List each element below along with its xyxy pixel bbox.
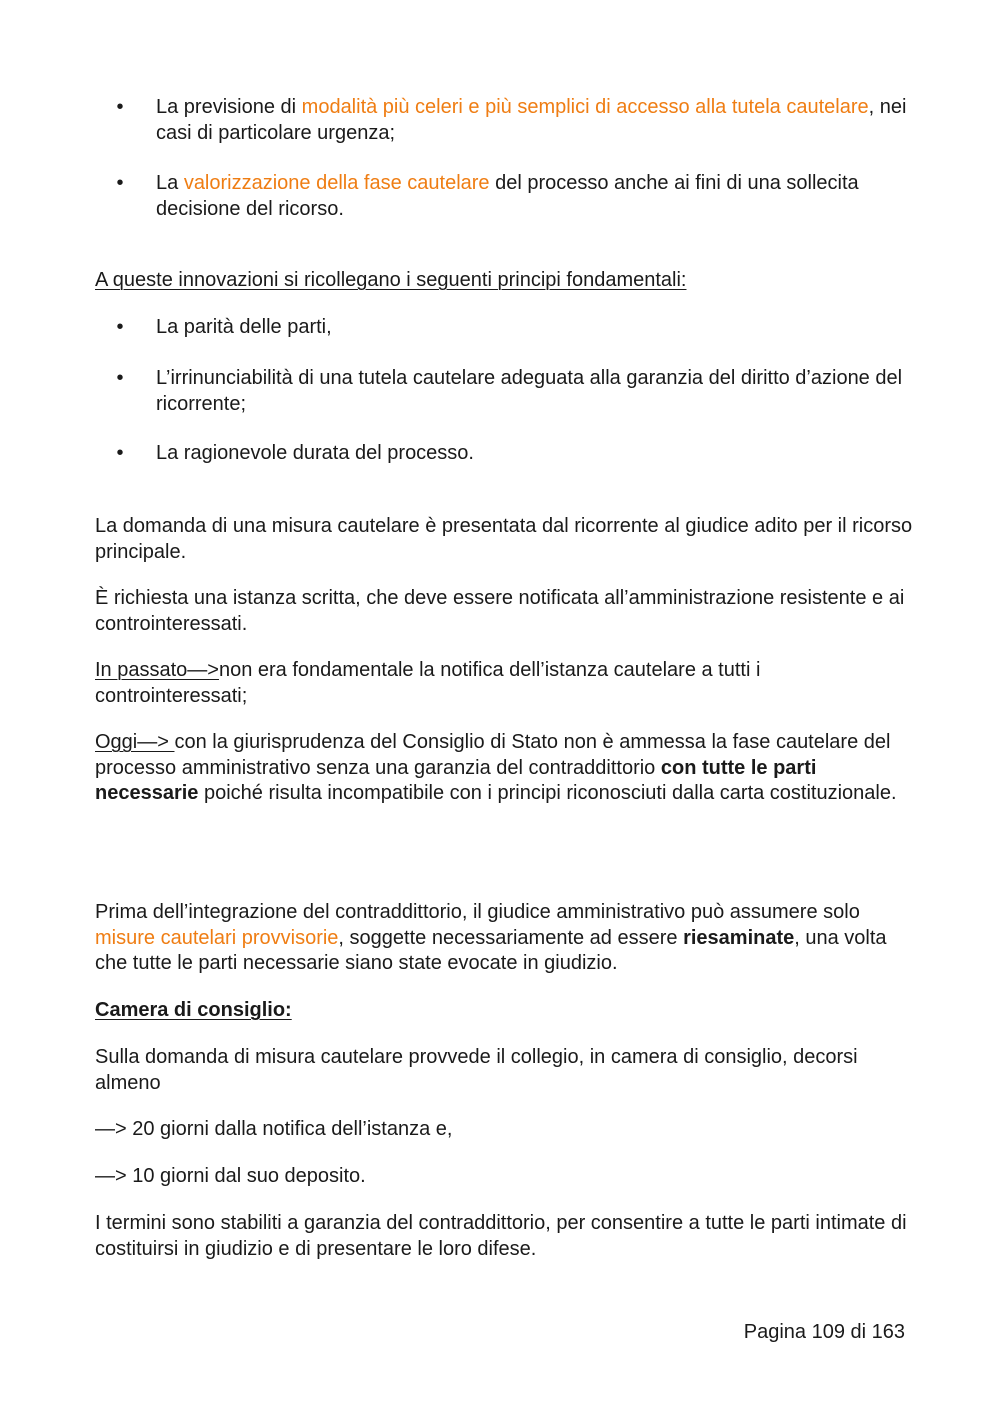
paragraph-passato: In passato—>non era fondamentale la notifica dell’istanza cautelare a tutti i controinteressati;	[95, 659, 761, 707]
principle-text: La parità delle parti,	[156, 316, 332, 338]
page-number: Pagina 109 di 163	[743, 1321, 905, 1343]
bullet-icon: •	[116, 96, 124, 118]
principle-text: La ragionevole durata del processo.	[156, 442, 474, 464]
oggi-label: Oggi—>	[95, 731, 175, 753]
bullet-icon: •	[116, 316, 124, 338]
highlighted-text: misure cautelari provvisorie	[95, 926, 339, 949]
bullet-text: La valorizzazione della fase cautelare del processo anche ai fini di una sollecita decisione del ricorso.	[156, 172, 859, 220]
bold-text: con tutte le parti necessarie	[95, 756, 817, 804]
bold-text: riesaminate	[683, 926, 795, 949]
bullet-icon: •	[116, 172, 124, 194]
camera-heading: Camera di consiglio:	[95, 999, 292, 1021]
bullet-text: La previsione di modalità più celeri e più semplici di accesso alla tutela cautelare, nei casi di particolare urgenza;	[156, 96, 907, 144]
principle-text: L’irrinunciabilità di una tutela cautelare adeguata alla garanzia del diritto d’azione del ricorrente;	[156, 367, 903, 415]
bullet-icon: •	[116, 442, 124, 464]
highlighted-text: valorizzazione della fase cautelare	[183, 172, 490, 194]
passato-label: In passato—>	[95, 659, 219, 681]
paragraph-istanza: È richiesta una istanza scritta, che deve essere notificata all’amministrazione resistente e ai controinteressati.	[95, 587, 905, 635]
term-item: —> 10 giorni dal suo deposito.	[95, 1165, 366, 1187]
paragraph-termini: I termini sono stabiliti a garanzia del contraddittorio, per consentire a tutte le parti intimate di costituirsi in giudizio e di presentare le loro difese.	[95, 1212, 907, 1260]
bullet-icon: •	[116, 367, 124, 389]
paragraph-integrazione: Prima dell’integrazione del contraddittorio, il giudice amministrativo può assumere solo misure cautelari provvisorie, soggette necessariamente ad essere riesaminate, una volta che tutte le parti necessarie siano state evocate in giudizio.	[95, 901, 887, 974]
principles-heading: A queste innovazioni si ricollegano i seguenti principi fondamentali:	[95, 269, 687, 291]
paragraph-oggi: Oggi—> con la giurisprudenza del Consiglio di Stato non è ammessa la fase cautelare del processo amministrativo senza una garanzia del contraddittorio con tutte le parti necessarie poiché risulta incompatibile con i principi riconosciuti dalla carta costituzionale.	[95, 731, 897, 804]
highlighted-text: modalità più celeri e più semplici di accesso alla tutela cautelare	[301, 96, 869, 118]
paragraph-camera: Sulla domanda di misura cautelare provvede il collegio, in camera di consiglio, decorsi almeno	[95, 1046, 858, 1094]
paragraph-domanda: La domanda di una misura cautelare è presentata dal ricorrente al giudice adito per il ricorso principale.	[95, 515, 913, 563]
term-item: —> 20 giorni dalla notifica dell’istanza e,	[95, 1118, 453, 1140]
